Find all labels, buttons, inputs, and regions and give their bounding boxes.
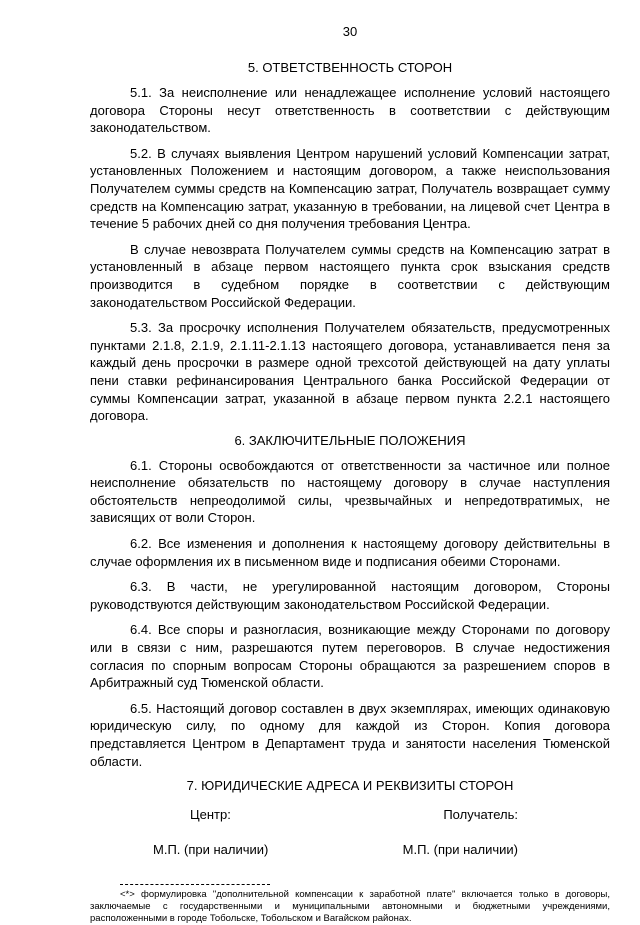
page-number: 30 <box>342 24 358 39</box>
parties-row <box>90 806 610 823</box>
party-center-label: Центр: <box>190 807 231 823</box>
paragraph-6-2: 6.2. Все изменения и дополнения к настоящему договору действительны в случае оформления их в письменном виде и подписания обеими Сторонами. <box>90 536 610 569</box>
section-heading-responsibility: 5. ОТВЕТСТВЕННОСТЬ СТОРОН <box>247 60 453 75</box>
party-center-seal: М.П. (при наличии) <box>153 842 269 858</box>
seals-row <box>90 841 610 858</box>
paragraph-5-1: 5.1. За неисполнение или ненадлежащее исполнение условий настоящего договора Стороны несут ответственность в соответствии с действующим законодательством. <box>90 85 610 136</box>
footnote: <*> формулировка "дополнительной компенсации к заработной плате" включается только в договоры, заключаемые с государственными и муниципальными автономными и бюджетными учреждениями, расположенными в городе Тобольске, Тобольском и Вагайском районах. <box>90 889 610 925</box>
section-heading-addresses: 7. ЮРИДИЧЕСКИЕ АДРЕСА И РЕКВИЗИТЫ СТОРОН <box>186 778 514 794</box>
paragraph-6-4: 6.4. Все споры и разногласия, возникающие между Сторонами по договору или в связи с ним, разрешаются путем переговоров. В случае недостижения согласия по спорным вопросам Стороны обращаются за разрешением споров в Арбитражный суд Тюменской области. <box>90 622 610 691</box>
paragraph-5-2-refund: В случае невозврата Получателем суммы средств на Компенсацию затрат в установленный в абзаце первом настоящего пункта срок взыскания средств производится в судебном порядке в соответствии с действующим законодательством Российской Федерации. <box>90 241 610 310</box>
paragraph-5-2: 5.2. В случаях выявления Центром нарушений условий Компенсации затрат, установленных Положением и настоящим договором, а также неиспользования Получателем суммы средств на Компенсацию затрат, Получатель возвращает сумму средств на Компенсацию затрат, указанную в требовании, на лицевой счет Центра в течение 5 рабочих дней со дня получения требования Центра. <box>90 145 610 232</box>
paragraph-6-1: 6.1. Стороны освобождаются от ответственности за частичное или полное неисполнение обязательств по настоящему договору в случае наступления обстоятельств непреодолимой силы, чрезвычайных и непредотвратимых, не зависящих от воли Сторон. <box>90 457 610 526</box>
paragraph-6-3: 6.3. В части, не урегулированной настоящим договором, Стороны руководствуются действующим законодательством Российской Федерации. <box>90 579 610 612</box>
footnote-separator <box>120 884 270 885</box>
section-heading-final-provisions: 6. ЗАКЛЮЧИТЕЛЬНЫЕ ПОЛОЖЕНИЯ <box>234 432 466 448</box>
document-page <box>90 24 610 925</box>
party-recipient-seal: М.П. (при наличии) <box>402 842 518 858</box>
paragraph-6-5: 6.5. Настоящий договор составлен в двух экземплярах, имеющих одинаковую юридическую силу, по одному для каждой из Сторон. Копия договора представляется Центром в Департамент труда и занятости населения Тюменской области. <box>90 700 610 769</box>
party-recipient-label: Получатель: <box>443 807 518 823</box>
paragraph-5-3: 5.3. За просрочку исполнения Получателем обязательств, предусмотренных пунктами 2.1.8, 2.1.9, 2.1.11-2.1.13 настоящего договора, устанавливается пеня за каждый день просрочки в размере одной трехсотой действующей на дату уплаты пени ставки рефинансирования Центрального банка Российской Федерации от суммы Компенсации затрат, указанной в абзаце первом пункта 2.2.1 настоящего договора. <box>90 320 610 424</box>
